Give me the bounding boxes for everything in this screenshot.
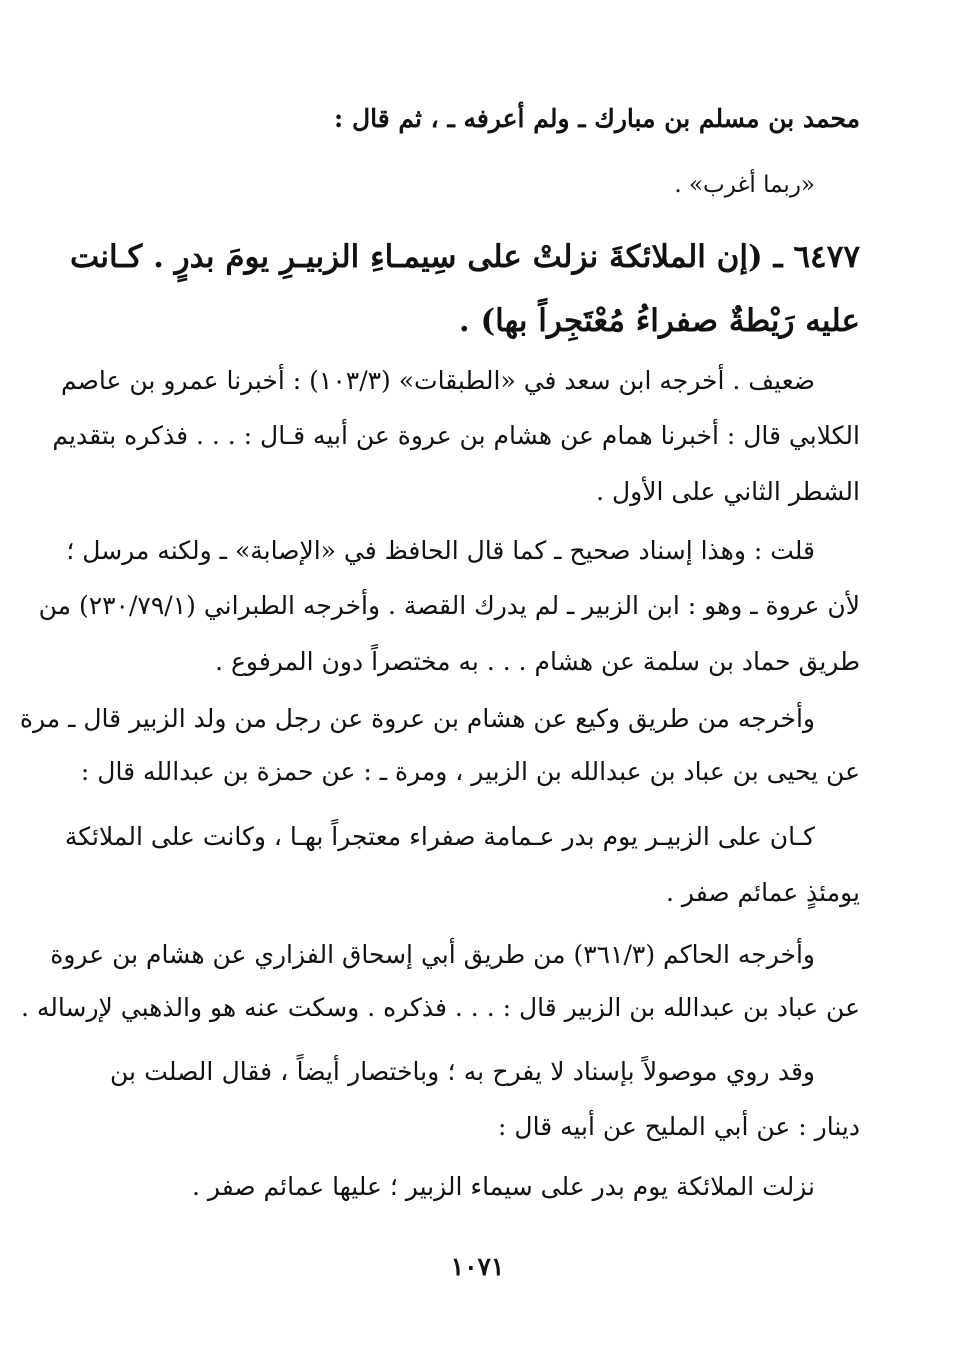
text-line: وأخرجه من طريق وكيع عن هشام بن عروة عن رجل من ولد الزبير قال ـ مرة xyxy=(19,704,815,733)
quote-line: نزلت الملائكة يوم بدر على سيماء الزبير ؛ عليها عمائم صفر . xyxy=(192,1172,815,1201)
text-line: الكلابي قال : أخبرنا همام عن هشام بن عروة عن أبيه قـال : . . . فذكره بتقديم xyxy=(52,421,860,450)
quote-line: كـان على الزبيـر يوم بدر عـمامة صفراء معتجراً بهـا ، وكانت على الملائكة xyxy=(64,822,815,851)
text-line: وأخرجه الحاكم (٣٦١/٣) من طريق أبي إسحاق الفزاري عن هشام بن عروة xyxy=(50,940,815,969)
quote-line: يومئذٍ عمائم صفر . xyxy=(666,878,860,907)
text-line: الشطر الثاني على الأول . xyxy=(596,477,860,506)
text-line: دينار : عن أبي المليح عن أبيه قال : xyxy=(498,1112,860,1141)
text-line: وقد روي موصولاً بإسناد لا يفرح به ؛ وباختصار أيضاً ، فقال الصلت بن xyxy=(110,1057,815,1086)
text-line: محمد بن مسلم بن مبارك ـ ولم أعرفه ـ ، ثم قال : xyxy=(334,104,860,133)
text-line: «ربما أغرب» . xyxy=(674,172,815,198)
text-line: عن يحيى بن عباد بن عبدالله بن الزبير ، ومرة ـ : عن حمزة بن عبدالله قال : xyxy=(80,757,860,786)
text-line: طريق حماد بن سلمة عن هشام . . . به مختصراً دون المرفوع . xyxy=(215,647,860,676)
hadith-heading-line: ٦٤٧٧ ـ (إن الملائكةَ نزلتْ على سِيمـاءِ الزبيـرِ يومَ بدرٍ . كـانت xyxy=(69,239,860,275)
text-line: قلت : وهذا إسناد صحيح ـ كما قال الحافظ في «الإصابة» ـ ولكنه مرسل ؛ xyxy=(66,536,815,565)
text-line: عن عباد بن عبدالله بن الزبير قال : . . . فذكره . وسكت عنه هو والذهبي لإرساله . xyxy=(21,993,860,1022)
text-line: لأن عروة ـ وهو : ابن الزبير ـ لم يدرك القصة . وأخرجه الطبراني (٢٣٠/٧٩/١) من xyxy=(38,591,860,620)
hadith-heading-line: عليه رَيْطةٌ صفراءُ مُعْتَجِراً بها) . xyxy=(458,303,860,339)
page-number: ١٠٧١ xyxy=(450,1252,505,1281)
text-line: ضعيف . أخرجه ابن سعد في «الطبقات» (١٠٣/٣) : أخبرنا عمرو بن عاصم xyxy=(61,366,815,395)
